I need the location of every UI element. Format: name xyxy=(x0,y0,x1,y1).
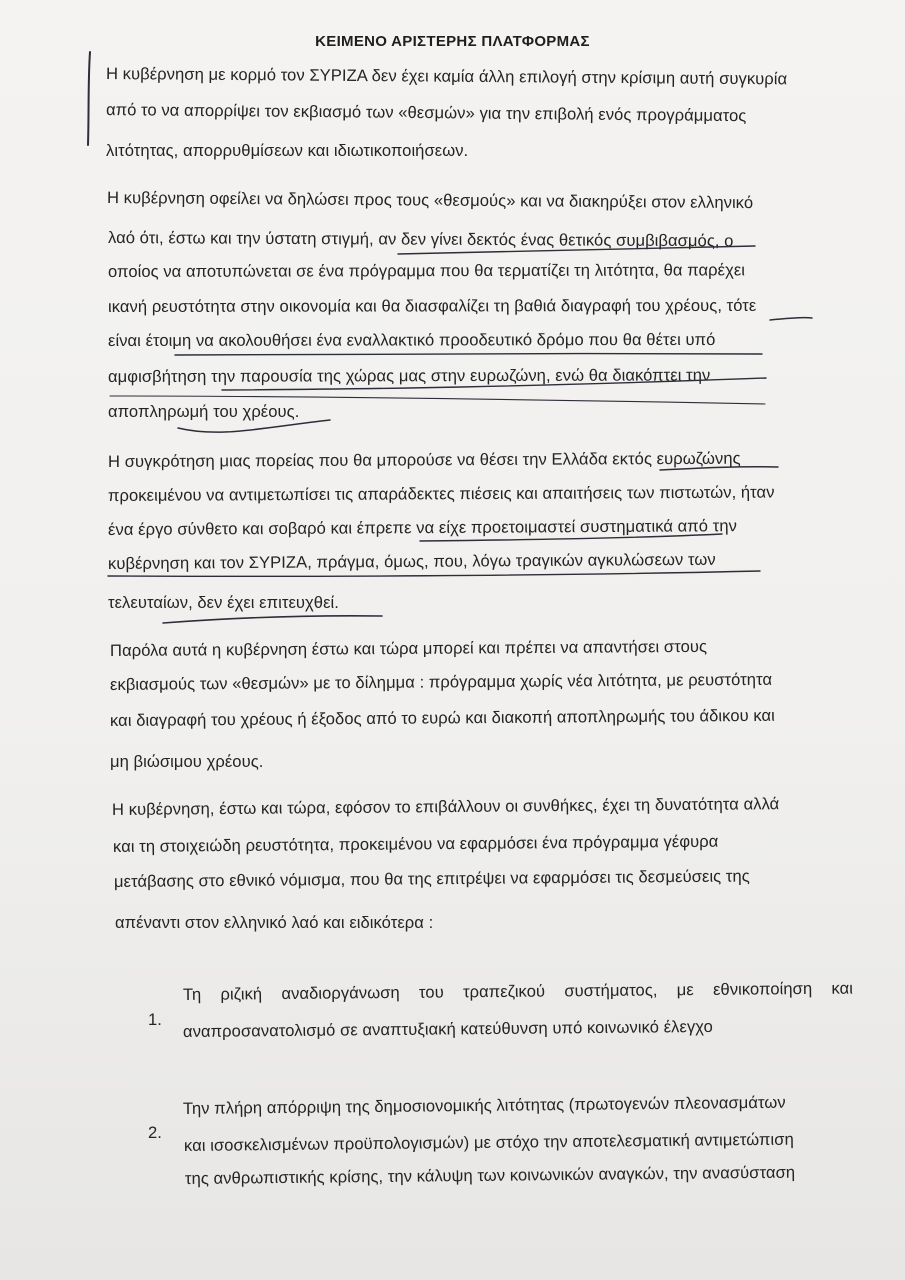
text-line: Την πλήρη απόρριψη της δημοσιονομικής λιτότητας (πρωτογενών πλεονασμάτων xyxy=(182,1092,786,1118)
list-number: 2. xyxy=(148,1123,162,1142)
text-line: Η συγκρότηση μιας πορείας που θα μπορούσε να θέσει την Ελλάδα εκτός ευρωζώνης xyxy=(107,448,741,471)
text-line: αμφισβήτηση την παρουσία της χώρας μας στην ευρωζώνη, ενώ θα διακόπτει την xyxy=(107,365,711,386)
text-line: προκειμένου να αντιμετωπίσει τις απαράδεκτες πιέσεις και απαιτήσεις των πιστωτών, ήταν xyxy=(107,482,775,505)
text-line: οποίος να αποτυπώνεται σε ένα πρόγραμμα που θα τερματίζει τη λιτότητα, θα παρέχει xyxy=(107,260,746,281)
text-line: ικανή ρευστότητα στην οικονομία και θα διασφαλίζει τη βαθιά διαγραφή του χρέους, τότε xyxy=(107,295,757,316)
margin-bracket-mark xyxy=(88,52,90,145)
text-line: εκβιασμούς των «θεσμών» με το δίλημμα : πρόγραμμα χωρίς νέα λιτότητα, με ρευστότητα xyxy=(109,669,773,694)
text-line: μετάβασης στο εθνικό νόμισμα, που θα της επιτρέψει να εφαρμόσει τις δεσμεύσεις της xyxy=(113,866,750,891)
document-title: ΚΕΙΜΕΝΟ ΑΡΙΣΤΕΡΗΣ ΠΛΑΤΦΟΡΜΑΣ xyxy=(315,33,590,50)
text-line: αποπληρωμή του χρέους. xyxy=(108,402,300,421)
text-line: Παρόλα αυτά η κυβέρνηση έστω και τώρα μπορεί και πρέπει να απαντήσει στους xyxy=(109,636,708,660)
text-line: Η κυβέρνηση με κορμό τον ΣΥΡΙΖΑ δεν έχει καμία άλλη επιλογή στην κρίσιμη αυτή συγκυρία xyxy=(105,64,788,89)
text-line: αναπροσανατολισμό σε αναπτυξιακή κατεύθυνση υπό κοινωνικό έλεγχο xyxy=(182,1016,713,1041)
text-line: λιτότητας, απορρυθμίσεων και ιδιωτικοποιήσεων. xyxy=(106,141,469,160)
text-line: της ανθρωπιστικής κρίσης, την κάλυψη των κοινωνικών αναγκών, την ανασύσταση xyxy=(184,1162,796,1188)
pen-underline xyxy=(770,318,812,320)
list-number: 1. xyxy=(148,1010,162,1029)
text-line: είναι έτοιμη να ακολουθήσει ένα εναλλακτικό προοδευτικό δρόμο που θα θέτει υπό xyxy=(107,329,716,350)
text-line: από το να απορρίψει τον εκβιασμό των «θεσμών» για την επιβολή ενός προγράμματος xyxy=(105,100,747,126)
text-line: κυβέρνηση και τον ΣΥΡΙΖΑ, πράγμα, όμως, που, λόγω τραγικών αγκυλώσεων των xyxy=(107,549,716,573)
text-line: και διαγραφή του χρέους ή έξοδος από το ευρώ και διακοπή αποπληρωμής του άδικου και xyxy=(109,705,775,730)
text-line: Τη ριζική αναδιοργάνωση του τραπεζικού συστήματος, με εθνικοποίηση και xyxy=(182,978,854,1004)
text-line: τελευταίων, δεν έχει επιτευχθεί. xyxy=(108,593,339,612)
text-line: απέναντι στον ελληνικό λαό και ειδικότερα : xyxy=(115,913,434,932)
text-line: Η κυβέρνηση οφείλει να δηλώσει προς τους «θεσμούς» και να διακηρύξει στον ελληνικό xyxy=(106,188,754,213)
text-line: μη βιώσιμου χρέους. xyxy=(110,752,264,771)
text-line: ένα έργο σύνθετο και σοβαρό και έπρεπε να είχε προετοιμαστεί συστηματικά από την xyxy=(107,516,738,539)
pen-underline xyxy=(175,354,762,355)
pen-underline xyxy=(163,616,382,623)
text-line: και τη στοιχειώδη ρευστότητα, προκειμένου να εφαρμόσει ένα πρόγραμμα γέφυρα xyxy=(112,831,719,856)
text-line: λαό ότι, έστω και την ύστατη στιγμή, αν δεν γίνει δεκτός ένας θετικός συμβιβασμός, ο xyxy=(107,228,734,251)
text-line: και ισοσκελισμένων προϋπολογισμών) με στόχο την αποτελεσματική αντιμετώπιση xyxy=(183,1129,794,1155)
text-line: Η κυβέρνηση, έστω και τώρα, εφόσον το επιβάλλουν οι συνθήκες, έχει τη δυνατότητα αλλά xyxy=(111,794,780,819)
